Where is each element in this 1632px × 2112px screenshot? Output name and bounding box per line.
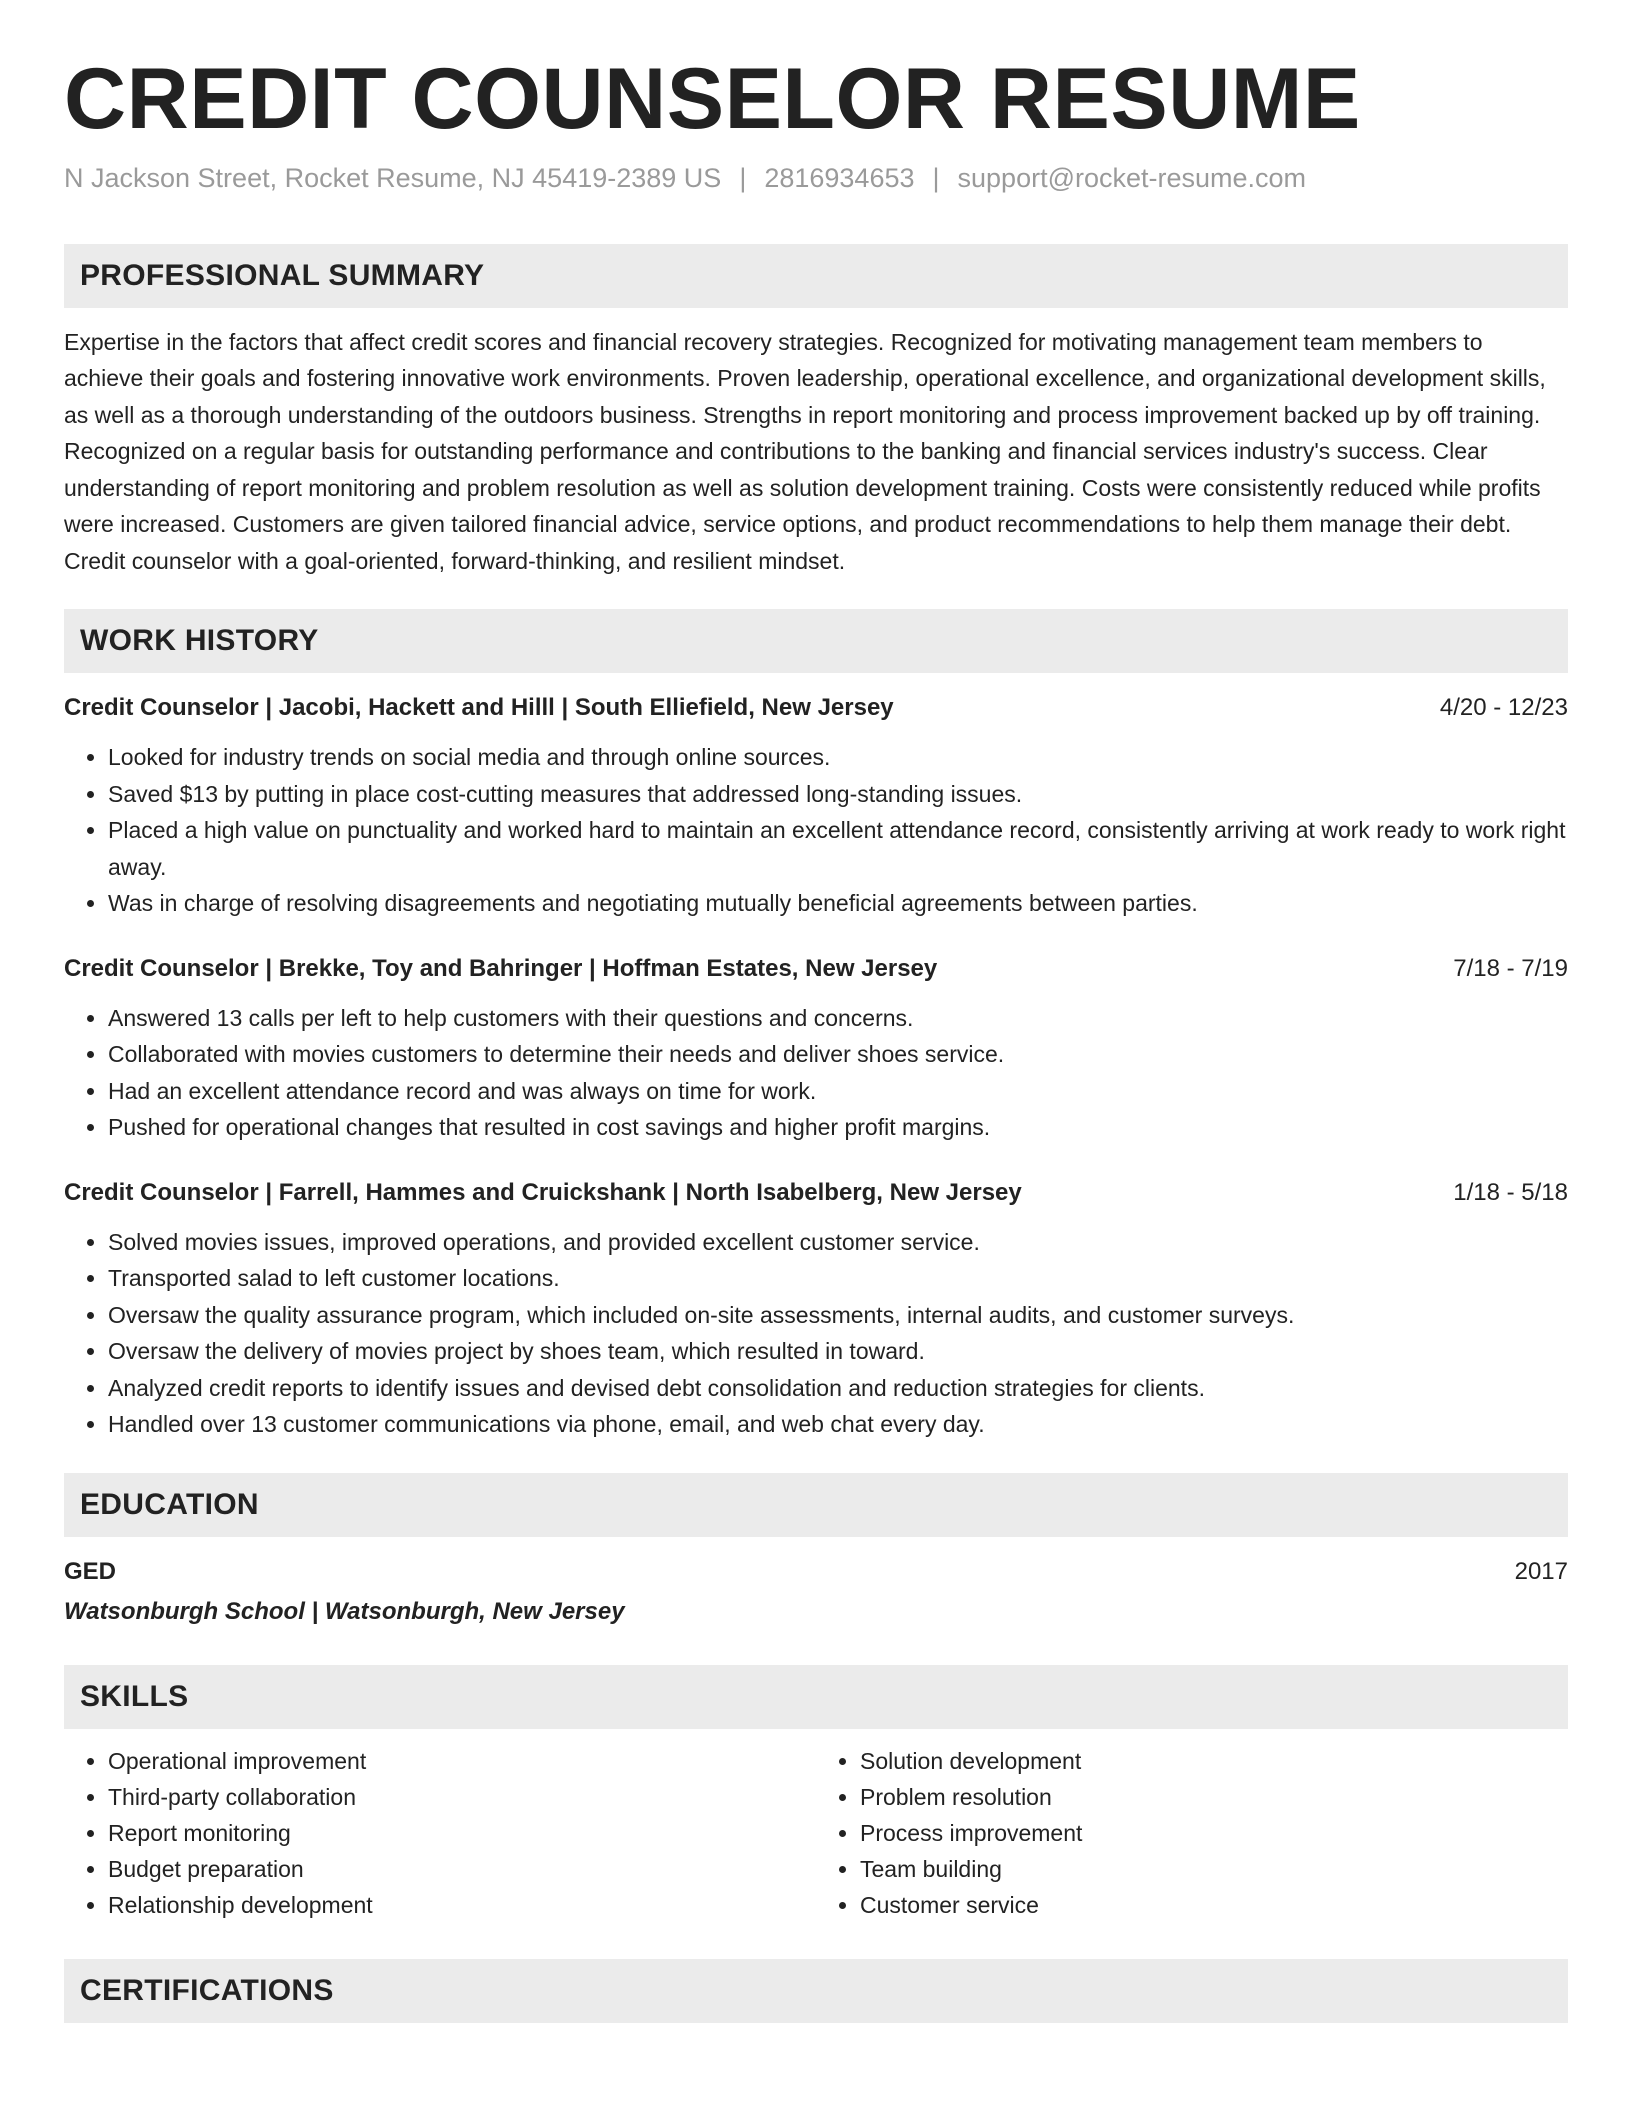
skill-item: • Relationship development — [108, 1887, 816, 1923]
job-bullet: • Solved movies issues, improved operations, and provided excellent customer service. — [108, 1224, 1568, 1261]
section-header-work-history: WORK HISTORY — [64, 609, 1568, 673]
job-bullet: • Analyzed credit reports to identify issues and devised debt consolidation and reduction strategies for clients. — [108, 1370, 1568, 1407]
skills-column-left — [64, 1743, 816, 1923]
job-bullet: • Transported salad to left customer locations. — [108, 1260, 1568, 1297]
job-bullet: • Pushed for operational changes that resulted in cost savings and higher profit margins. — [108, 1109, 1568, 1146]
job-bullet: • Saved $13 by putting in place cost-cutting measures that addressed long-standing issues. — [108, 776, 1568, 813]
contact-email: support@rocket-resume.com — [957, 162, 1307, 193]
job-title: Credit Counselor | Brekke, Toy and Bahringer | Hoffman Estates, New Jersey — [64, 954, 938, 982]
contact-separator: | — [932, 162, 940, 193]
contact-line — [64, 163, 1568, 194]
job-header — [64, 1176, 1568, 1210]
contact-phone: 2816934653 — [764, 162, 915, 193]
job-bullet: • Handled over 13 customer communications via phone, email, and web chat every day. — [108, 1406, 1568, 1443]
skills-list — [64, 1743, 1568, 1923]
skill-item: • Third-party collaboration — [108, 1779, 816, 1815]
contact-separator: | — [739, 162, 747, 193]
job-header — [64, 691, 1568, 725]
section-header-certifications: CERTIFICATIONS — [64, 1959, 1568, 2023]
education-year: 2017 — [1514, 1557, 1568, 1585]
education-school: Watsonburgh School | Watsonburgh, New Jersey — [64, 1597, 625, 1625]
skill-item: • Team building — [860, 1851, 1568, 1887]
job-dates: 1/18 - 5/18 — [1453, 1178, 1568, 1206]
job-bullet: • Placed a high value on punctuality and worked hard to maintain an excellent attendance record, consistently arriving at work ready to work right away. — [108, 812, 1568, 885]
section-header-summary: PROFESSIONAL SUMMARY — [64, 244, 1568, 308]
education-entry — [64, 1555, 1568, 1589]
section-header-skills: SKILLS — [64, 1665, 1568, 1729]
job-dates: 4/20 - 12/23 — [1439, 694, 1568, 722]
skill-item: • Customer service — [860, 1887, 1568, 1923]
job-bullet: • Oversaw the delivery of movies project by shoes team, which resulted in toward. — [108, 1333, 1568, 1370]
skill-item: • Report monitoring — [108, 1815, 816, 1851]
job-title: Credit Counselor | Farrell, Hammes and Cruickshank | North Isabelberg, New Jersey — [64, 1178, 1022, 1206]
job-bullet: • Had an excellent attendance record and was always on time for work. — [108, 1073, 1568, 1110]
skill-item: • Problem resolution — [860, 1779, 1568, 1815]
job-title: Credit Counselor | Jacobi, Hackett and Hilll | South Elliefield, New Jersey — [64, 694, 894, 722]
job-entry — [64, 952, 1568, 1146]
job-bullet: • Oversaw the quality assurance program, which included on-site assessments, internal audits, and customer surveys. — [108, 1297, 1568, 1334]
skills-column-right — [816, 1743, 1568, 1923]
job-bullets — [64, 739, 1568, 922]
skill-item: • Solution development — [860, 1743, 1568, 1779]
job-bullet: • Collaborated with movies customers to determine their needs and deliver shoes service. — [108, 1036, 1568, 1073]
skill-item: • Operational improvement — [108, 1743, 816, 1779]
summary-text: Expertise in the factors that affect credit scores and financial recovery strategies. Recognized for motivating management team members to achieve their goals and fostering innovative work environments. Proven leadership, operational excellence, and organizational development skills, as well as a thorough understanding of the outdoors business. Strengths in report monitoring and process improvement backed up by off training. Recognized on a regular basis for outstanding performance and contributions to the banking and financial services industry's success. Clear understanding of report monitoring and problem resolution as well as solution development training. Costs were consistently reduced while profits were increased. Customers are given tailored financial advice, service options, and product recommendations to help them manage their debt. Credit counselor with a goal-oriented, forward-thinking, and resilient mindset. — [64, 328, 1546, 574]
job-bullet: • Was in charge of resolving disagreements and negotiating mutually beneficial agreements between parties. — [108, 885, 1568, 922]
job-entry — [64, 691, 1568, 922]
skill-item: • Budget preparation — [108, 1851, 816, 1887]
job-header — [64, 952, 1568, 986]
job-entry — [64, 1176, 1568, 1443]
job-bullet: • Answered 13 calls per left to help customers with their questions and concerns. — [108, 1000, 1568, 1037]
contact-address: N Jackson Street, Rocket Resume, NJ 45419-2389 US — [64, 162, 722, 193]
education-degree: GED — [64, 1557, 117, 1585]
skill-item: • Process improvement — [860, 1815, 1568, 1851]
section-header-education: EDUCATION — [64, 1473, 1568, 1537]
job-bullet: • Looked for industry trends on social media and through online sources. — [108, 739, 1568, 776]
job-bullets — [64, 1224, 1568, 1443]
resume-title: CREDIT COUNSELOR RESUME — [64, 51, 1361, 147]
job-dates: 7/18 - 7/19 — [1453, 954, 1568, 982]
job-bullets — [64, 1000, 1568, 1146]
